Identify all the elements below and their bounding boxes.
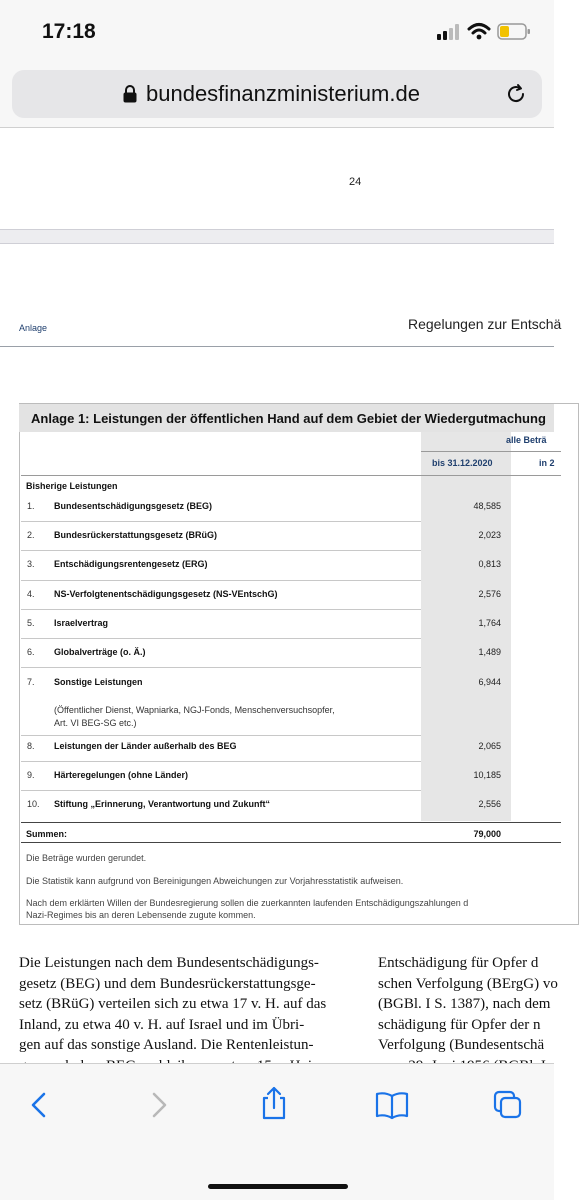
table-row [19, 677, 554, 691]
section-label: Anlage [19, 323, 48, 333]
row-divider [21, 790, 421, 791]
table-title: Anlage 1: Leistungen der öffentlichen Hand auf dem Gebiet der Wiedergutmachung [31, 411, 546, 426]
table-note: Nach dem erklärten Willen der Bundesregierung sollen die zuerkannten laufenden Entschädigungszahlungen d Nazi-Regimes bis an deren Lebensende zugute kommen. [26, 898, 469, 920]
page-number: 24 [349, 176, 362, 188]
row-value: 6,944 [478, 677, 501, 687]
row-divider [21, 521, 421, 522]
row-divider [21, 667, 421, 668]
body-text-left: Die Leistungen nach dem Bundesentschädigungs- gesetz (BEG) und dem Bundesrückerstattungsge- setz (BRüG) verteilen sich zu etwa 17 v. H. auf das Inland, zu etwa 40 v. H. auf Israel und im Übri- gen auf das sonstige Ausland. Die Rentenleistun- [19, 955, 327, 1053]
row-number: 10. [27, 799, 40, 809]
bookmarks-icon[interactable] [375, 1090, 409, 1120]
row-label: Stiftung „Erinnerung, Verantwortung und Zukunft“ [54, 799, 270, 809]
row-number: 6. [27, 647, 35, 657]
clock: 17:18 [42, 20, 96, 43]
row-divider [21, 761, 421, 762]
row-label: Bundesrückerstattungsgesetz (BRüG) [54, 530, 218, 540]
reload-icon[interactable] [504, 82, 528, 106]
table-row [19, 647, 554, 661]
column-header-year: in 2 [539, 458, 555, 468]
row-label: Leistungen der Länder außerhalb des BEG [54, 741, 237, 751]
column-header-total: bis 31.12.2020 [432, 458, 493, 468]
row-value: 2,576 [478, 589, 501, 599]
table-row [19, 530, 554, 544]
row-divider [21, 609, 421, 610]
body-text-right: Entschädigung für Opfer d schen Verfolgung (BErgG) vo (BGBl. I S. 1387), nach dem schädigung für Opfer der n Verfolgung (Bundesentschä [378, 955, 558, 1053]
table-row [19, 618, 554, 632]
row-value: 48,585 [473, 501, 501, 511]
header-divider-top [421, 451, 561, 452]
row-number: 8. [27, 741, 35, 751]
row-value: 1,489 [478, 647, 501, 657]
row-divider [21, 735, 421, 736]
row-value: 1,764 [478, 618, 501, 628]
header-divider-bottom [21, 475, 561, 476]
table-row [19, 741, 554, 755]
row-value: 2,065 [478, 741, 501, 751]
sum-value: 79,000 [473, 829, 501, 839]
row-number: 2. [27, 530, 35, 540]
row-label: Sonstige Leistungen [54, 677, 143, 687]
table-top-header: alle Beträ [506, 435, 547, 445]
row-number: 3. [27, 559, 35, 569]
row-number: 7. [27, 677, 35, 687]
cellular-signal-icon [437, 24, 461, 40]
row-label: Bundesentschädigungsgesetz (BEG) [54, 501, 213, 511]
status-bar [0, 0, 554, 62]
row-number: 9. [27, 770, 35, 780]
row-label: NS-Verfolgtenentschädigungsgesetz (NS-VEntschG) [54, 589, 278, 599]
tabs-icon[interactable] [493, 1090, 523, 1120]
lock-icon [122, 84, 138, 104]
row-value: 10,185 [473, 770, 501, 780]
row-subnote: (Öffentlicher Dienst, Wapniarka, NGJ-Fonds, Menschenversuchsopfer, Art. VI BEG-SG etc.) [54, 705, 335, 728]
sum-divider-bottom [21, 842, 561, 843]
row-value: 2,556 [478, 799, 501, 809]
row-label: Israelvertrag [54, 618, 109, 628]
table-section-heading: Bisherige Leistungen [26, 481, 118, 491]
table-row [19, 589, 554, 603]
row-number: 4. [27, 589, 35, 599]
table-row [19, 501, 554, 515]
sum-label: Summen: [26, 829, 68, 839]
row-label: Entschädigungsrentengesetz (ERG) [54, 559, 208, 569]
table-note: Die Statistik kann aufgrund von Bereinigungen Abweichungen zur Vorjahresstatistik aufweisen. [26, 876, 404, 886]
sum-divider-top [21, 822, 561, 823]
row-divider [21, 638, 421, 639]
row-label: Globalverträge (o. Ä.) [54, 647, 146, 657]
share-icon[interactable] [259, 1086, 289, 1120]
back-icon[interactable] [25, 1090, 55, 1120]
wifi-icon [467, 22, 491, 40]
row-label: Härteregelungen (ohne Länder) [54, 770, 189, 780]
page-separator [0, 229, 554, 244]
running-title: Regelungen zur Entschä [408, 316, 562, 332]
row-divider [21, 550, 421, 551]
table-row [19, 770, 554, 784]
url-text: bundesfinanzministerium.de [146, 81, 420, 106]
row-number: 5. [27, 618, 35, 628]
row-number: 1. [27, 501, 35, 511]
row-value: 0,813 [478, 559, 501, 569]
table-row [19, 799, 554, 813]
table-title-bar [19, 404, 554, 432]
address-bar[interactable] [12, 70, 542, 118]
header-divider [0, 346, 554, 347]
table-note: Die Beträge wurden gerundet. [26, 853, 147, 863]
home-indicator[interactable] [208, 1184, 348, 1189]
row-divider [21, 580, 421, 581]
table-row [19, 559, 554, 573]
forward-icon[interactable] [143, 1090, 173, 1120]
browser-address-area [0, 62, 554, 128]
browser-toolbar [0, 1063, 554, 1200]
row-value: 2,023 [478, 530, 501, 540]
battery-icon [497, 23, 531, 40]
